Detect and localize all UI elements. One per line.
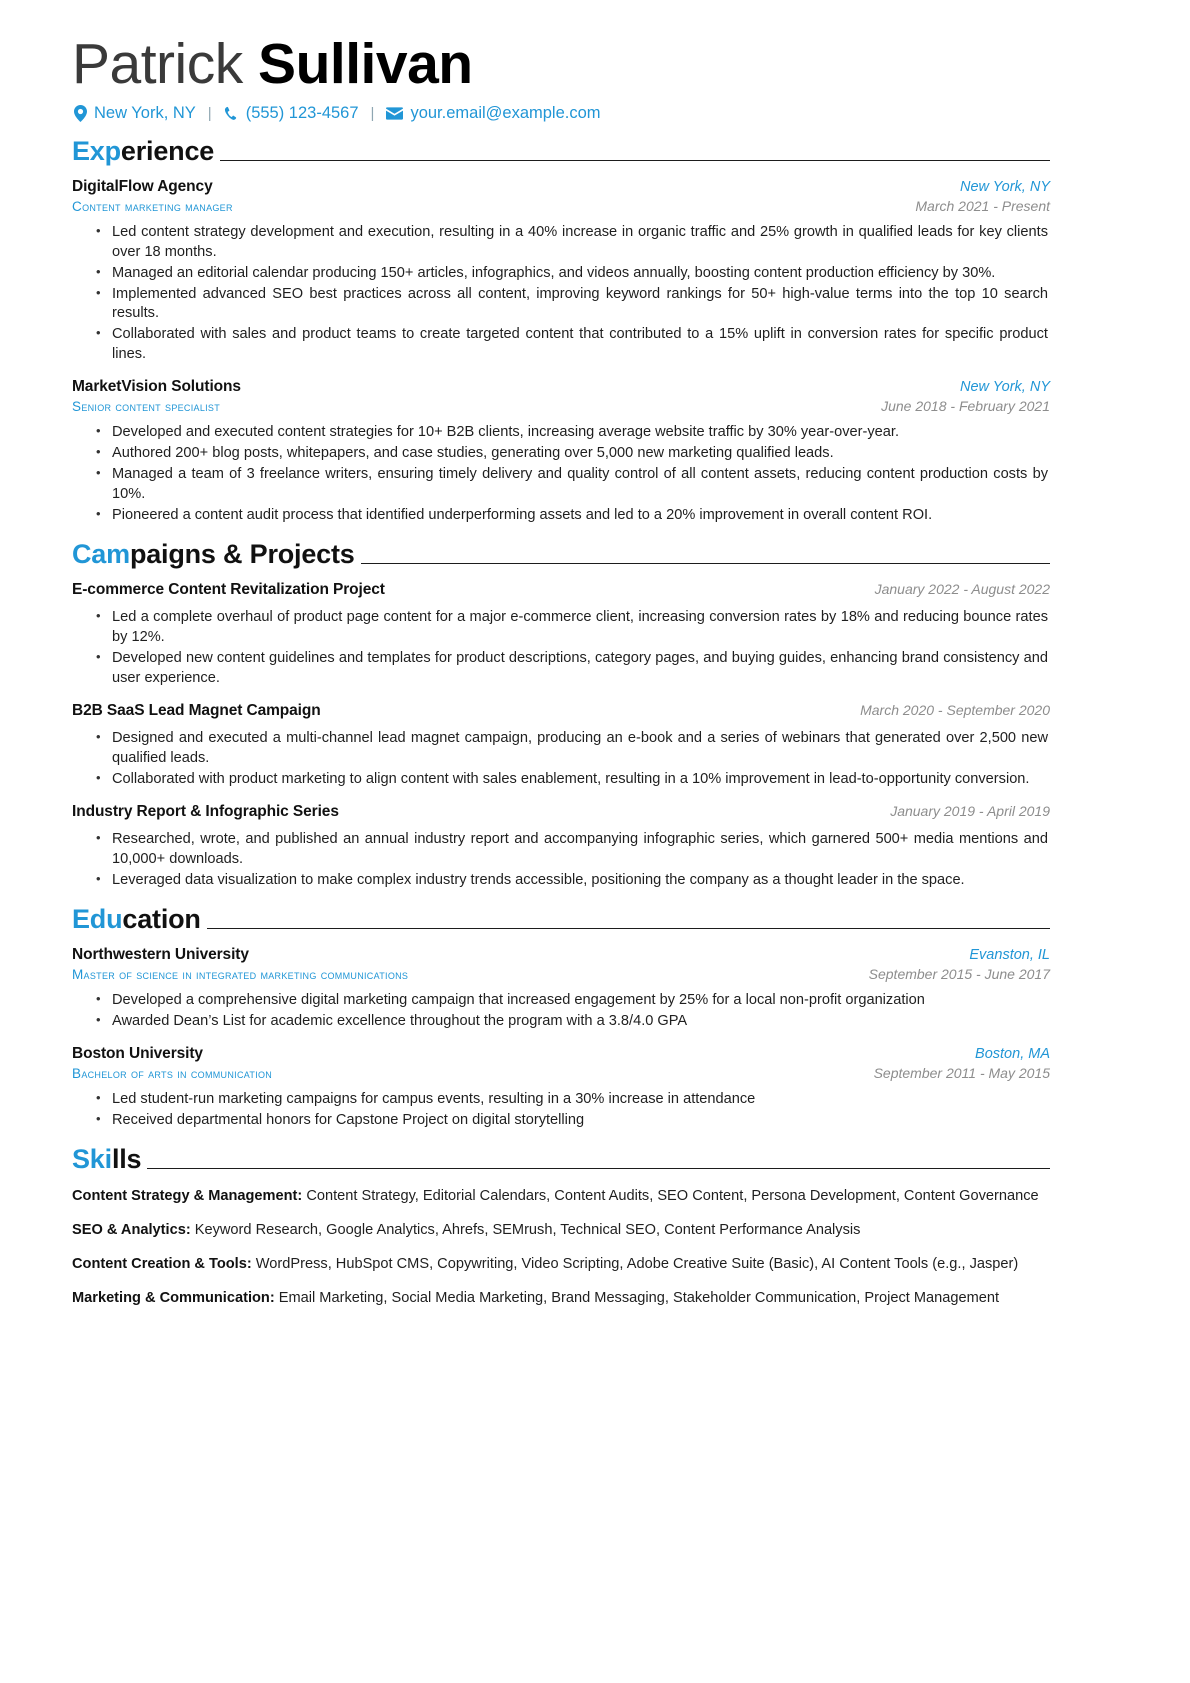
education-entry xyxy=(72,946,1050,1032)
skill-category-label: Content Strategy & Management: xyxy=(72,1188,303,1205)
skill-group xyxy=(72,1255,1050,1275)
section-title-accent: Ski xyxy=(72,1144,112,1175)
entry-header-row xyxy=(72,178,1050,196)
contact-separator-2: | xyxy=(370,104,375,122)
section-rule xyxy=(207,928,1050,929)
experience-entry xyxy=(72,378,1050,526)
project-name: B2B SaaS Lead Magnet Campaign xyxy=(72,702,321,720)
skill-category-label: SEO & Analytics: xyxy=(72,1222,191,1239)
bullet-item: • Researched, wrote, and published an annual industry report and accompanying infographic series, which garnered 500+ media mentions and 10,000+ downloads. xyxy=(112,830,1050,870)
section-title-accent: Cam xyxy=(72,539,130,570)
skill-items: Keyword Research, Google Analytics, Ahrefs, SEMrush, Technical SEO, Content Performance Analysis xyxy=(194,1222,861,1239)
map-pin-icon xyxy=(74,105,87,122)
section-title xyxy=(72,1146,141,1173)
section-campaigns xyxy=(72,541,1050,891)
section-heading-skills xyxy=(72,1146,1050,1173)
entry-header-row xyxy=(72,581,1050,599)
skill-group xyxy=(72,1289,1050,1309)
email-text: your.email@example.com xyxy=(410,103,601,122)
section-skills xyxy=(72,1146,1050,1309)
bullet-item: • Developed new content guidelines and templates for product descriptions, category pages, and buying guides, enhancing brand consistency and user experience. xyxy=(112,649,1050,689)
bullet-list xyxy=(72,223,1050,366)
entry-header-row xyxy=(72,803,1050,821)
bullet-item: • Designed and executed a multi-channel lead magnet campaign, producing an e-book and a series of webinars that generated over 2,500 new qualified leads. xyxy=(112,729,1050,769)
entry-date: September 2011 - May 2015 xyxy=(873,1065,1050,1082)
bullet-item: • Led a complete overhaul of product page content for a major e-commerce client, increasing conversion rates by 18% and reducing bounce rates by 12%. xyxy=(112,608,1050,648)
bullet-item: • Implemented advanced SEO best practices across all content, improving keyword rankings for 50+ high-value terms into the top 10 search results. xyxy=(112,285,1050,325)
campaign-entry xyxy=(72,581,1050,689)
envelope-icon xyxy=(386,107,403,120)
last-name: Sullivan xyxy=(258,32,473,96)
entry-location: New York, NY xyxy=(960,178,1050,195)
section-education xyxy=(72,906,1050,1131)
section-title-rest: cation xyxy=(122,904,201,935)
entry-subheader-row xyxy=(72,1064,1050,1081)
contact-line xyxy=(74,104,1050,123)
experience-entry xyxy=(72,178,1050,366)
bullet-item: • Collaborated with product marketing to align content with sales enablement, resulting in a 10% improvement in lead-to-opportunity conversion. xyxy=(112,770,1050,790)
phone-text: (555) 123-4567 xyxy=(245,103,359,122)
skill-category-label: Marketing & Communication: xyxy=(72,1290,275,1307)
section-rule xyxy=(361,563,1050,564)
entry-location: Boston, MA xyxy=(975,1046,1050,1063)
entry-date: January 2019 - April 2019 xyxy=(890,803,1050,820)
bullet-item: • Collaborated with sales and product teams to create targeted content that contributed to a 15% uplift in conversion rates for specific product lines. xyxy=(112,325,1050,365)
education-entry xyxy=(72,1045,1050,1131)
skill-items: WordPress, HubSpot CMS, Copywriting, Video Scripting, Adobe Creative Suite (Basic), AI Content Tools (e.g., Jasper) xyxy=(255,1256,1019,1273)
bullet-item: • Developed and executed content strategies for 10+ B2B clients, increasing average website traffic by 30% year-over-year. xyxy=(112,423,1050,443)
section-title xyxy=(72,541,355,568)
section-rule xyxy=(220,160,1050,161)
first-name: Patrick xyxy=(72,32,243,96)
location-text: New York, NY xyxy=(94,103,196,122)
contact-separator-1: | xyxy=(207,104,212,122)
bullet-list xyxy=(72,830,1050,891)
section-title xyxy=(72,906,201,933)
entry-header-row xyxy=(72,946,1050,964)
section-rule xyxy=(147,1168,1050,1169)
section-title-rest: erience xyxy=(120,135,215,166)
skill-category-label: Content Creation & Tools: xyxy=(72,1256,252,1273)
contact-email[interactable] xyxy=(386,104,600,123)
bullet-list xyxy=(72,608,1050,689)
entry-header-row xyxy=(72,1045,1050,1063)
bullet-list xyxy=(72,991,1050,1032)
degree-title: Master of science in integrated marketing communications xyxy=(72,967,409,983)
entry-subheader-row xyxy=(72,397,1050,414)
bullet-item: • Developed a comprehensive digital marketing campaign that increased engagement by 25% for a local non-profit organization xyxy=(112,991,1050,1011)
skill-items: Email Marketing, Social Media Marketing, Brand Messaging, Stakeholder Communication, Project Management xyxy=(278,1290,1000,1307)
bullet-item: • Managed an editorial calendar producing 150+ articles, infographics, and videos annually, boosting content production efficiency by 30%. xyxy=(112,264,1050,284)
degree-title: Bachelor of arts in communication xyxy=(72,1066,273,1082)
section-title-rest: lls xyxy=(111,1144,142,1175)
entry-location: Evanston, IL xyxy=(969,947,1050,964)
resume-header xyxy=(72,34,1050,123)
job-title: Senior content specialist xyxy=(72,399,221,415)
school-name: Boston University xyxy=(72,1045,203,1063)
section-heading-campaigns xyxy=(72,541,1050,568)
bullet-item: • Leveraged data visualization to make complex industry trends accessible, positioning the company as a thought leader in the space. xyxy=(112,871,1050,891)
bullet-item: • Received departmental honors for Capstone Project on digital storytelling xyxy=(112,1111,1050,1131)
section-title-rest: paigns & Projects xyxy=(129,539,355,570)
bullet-item: • Led student-run marketing campaigns for campus events, resulting in a 30% increase in attendance xyxy=(112,1090,1050,1110)
phone-icon xyxy=(224,106,239,121)
bullet-list xyxy=(72,1090,1050,1131)
school-name: Northwestern University xyxy=(72,946,249,964)
project-name: E-commerce Content Revitalization Project xyxy=(72,581,385,599)
entry-date: March 2020 - September 2020 xyxy=(860,702,1050,719)
organization-name: MarketVision Solutions xyxy=(72,378,241,396)
section-heading-experience xyxy=(72,135,1050,166)
bullet-list xyxy=(72,729,1050,790)
contact-phone[interactable] xyxy=(224,104,359,123)
skill-group xyxy=(72,1221,1050,1241)
bullet-item: • Led content strategy development and execution, resulting in a 40% increase in organic traffic and 25% growth in qualified leads for key clients over 18 months. xyxy=(112,223,1050,263)
entry-header-row xyxy=(72,702,1050,720)
organization-name: DigitalFlow Agency xyxy=(72,177,213,195)
section-experience xyxy=(72,135,1050,527)
bullet-item: • Managed a team of 3 freelance writers, ensuring timely delivery and quality control of all content assets, reducing content production costs by 10%. xyxy=(112,465,1050,505)
contact-location xyxy=(74,104,196,123)
entry-header-row xyxy=(72,378,1050,396)
job-title: Content marketing manager xyxy=(72,198,233,214)
campaign-entry xyxy=(72,702,1050,790)
bullet-item: • Awarded Dean’s List for academic excellence throughout the program with a 3.8/4.0 GPA xyxy=(112,1012,1050,1032)
section-title xyxy=(72,135,215,166)
section-heading-education xyxy=(72,906,1050,933)
bullet-list xyxy=(72,423,1050,526)
bullet-item: • Pioneered a content audit process that identified underperforming assets and led to a 20% improvement in overall content ROI. xyxy=(112,506,1050,526)
skill-group xyxy=(72,1187,1050,1207)
entry-subheader-row xyxy=(72,965,1050,982)
section-title-accent: Edu xyxy=(72,904,123,935)
section-title-accent: Exp xyxy=(72,135,121,166)
entry-date: June 2018 - February 2021 xyxy=(881,398,1050,415)
candidate-name xyxy=(72,34,1050,96)
entry-location: New York, NY xyxy=(960,379,1050,396)
skill-items: Content Strategy, Editorial Calendars, Content Audits, SEO Content, Persona Development, Content Governance xyxy=(306,1188,1039,1205)
entry-date: March 2021 - Present xyxy=(915,197,1050,214)
campaign-entry xyxy=(72,803,1050,891)
entry-date: January 2022 - August 2022 xyxy=(874,581,1050,598)
entry-subheader-row xyxy=(72,197,1050,214)
bullet-item: • Authored 200+ blog posts, whitepapers, and case studies, generating over 5,000 new marketing qualified leads. xyxy=(112,444,1050,464)
project-name: Industry Report & Infographic Series xyxy=(72,803,339,821)
entry-date: September 2015 - June 2017 xyxy=(868,966,1050,983)
